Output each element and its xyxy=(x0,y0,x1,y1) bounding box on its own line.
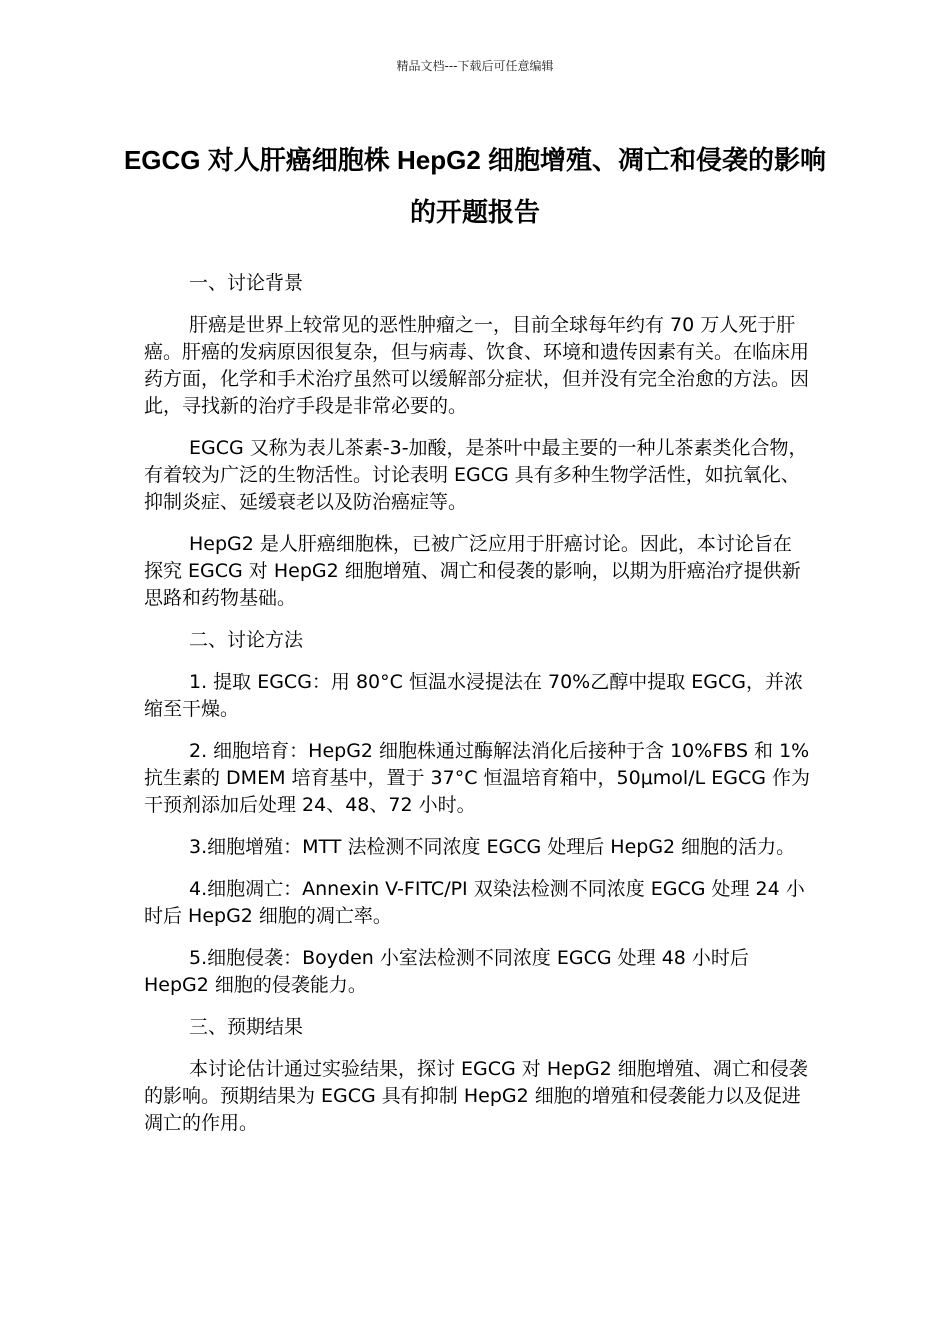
section-heading-methods: 二、讨论方法 xyxy=(189,629,304,651)
background-paragraph-2: EGCG 又称为表儿茶素-3-加酸，是茶叶中最主要的一种儿茶素类化合物，有着较为广泛的生物活性。讨论表明 EGCG 具有多种生物学活性，如抗氧化、抑制炎症、延缓衰老以及防治癌症等。 xyxy=(144,437,808,513)
method-item-4: 4.细胞凋亡：Annexin V-FITC/PI 双染法检测不同浓度 EGCG 处理 24 小时后 HepG2 细胞的凋亡率。 xyxy=(144,878,805,927)
method-item-5: 5.细胞侵袭：Boyden 小室法检测不同浓度 EGCG 处理 48 小时后 HepG2 细胞的侵袭能力。 xyxy=(144,947,749,996)
method-item-2: 2. 细胞培育：HepG2 细胞株通过酶解法消化后接种于含 10%FBS 和 1%抗生素的 DMEM 培育基中，置于 37°C 恒温培育箱中，50μmol/L EGCG 作为干预剂添加后处理 24、48、72 小时。 xyxy=(144,740,810,816)
header-note: 精品文档---下载后可任意编辑 xyxy=(396,59,554,73)
section-heading-expected: 三、预期结果 xyxy=(189,1016,304,1038)
method-item-1: 1. 提取 EGCG：用 80°C 恒温水浸提法在 70%乙醇中提取 EGCG，并浓缩至干燥。 xyxy=(144,671,803,720)
section-heading-background: 一、讨论背景 xyxy=(189,272,304,294)
document-body xyxy=(144,270,810,1152)
expected-paragraph-1: 本讨论估计通过实验结果，探讨 EGCG 对 HepG2 细胞增殖、凋亡和侵袭的影响。预期结果为 EGCG 具有抑制 HepG2 细胞的增殖和侵袭能力以及促进凋亡的作用。 xyxy=(144,1058,808,1134)
document-title: EGCG 对人肝癌细胞株 HepG2 细胞增殖、凋亡和侵袭的影响的开题报告 xyxy=(123,145,827,227)
method-item-3: 3.细胞增殖：MTT 法检测不同浓度 EGCG 处理后 HepG2 细胞的活力。 xyxy=(189,836,796,858)
background-paragraph-3: HepG2 是人肝癌细胞株，已被广泛应用于肝癌讨论。因此，本讨论旨在探究 EGCG 对 HepG2 细胞增殖、凋亡和侵袭的影响，以期为肝癌治疗提供新思路和药物基础。 xyxy=(144,533,801,609)
background-paragraph-1: 肝癌是世界上较常见的恶性肿瘤之一，目前全球每年约有 70 万人死于肝癌。肝癌的发病原因很复杂，但与病毒、饮食、环境和遗传因素有关。在临床用药方面，化学和手术治疗虽然可以缓解部分症状，但并没有完全治愈的方法。因此，寻找新的治疗手段是非常必要的。 xyxy=(144,314,810,417)
